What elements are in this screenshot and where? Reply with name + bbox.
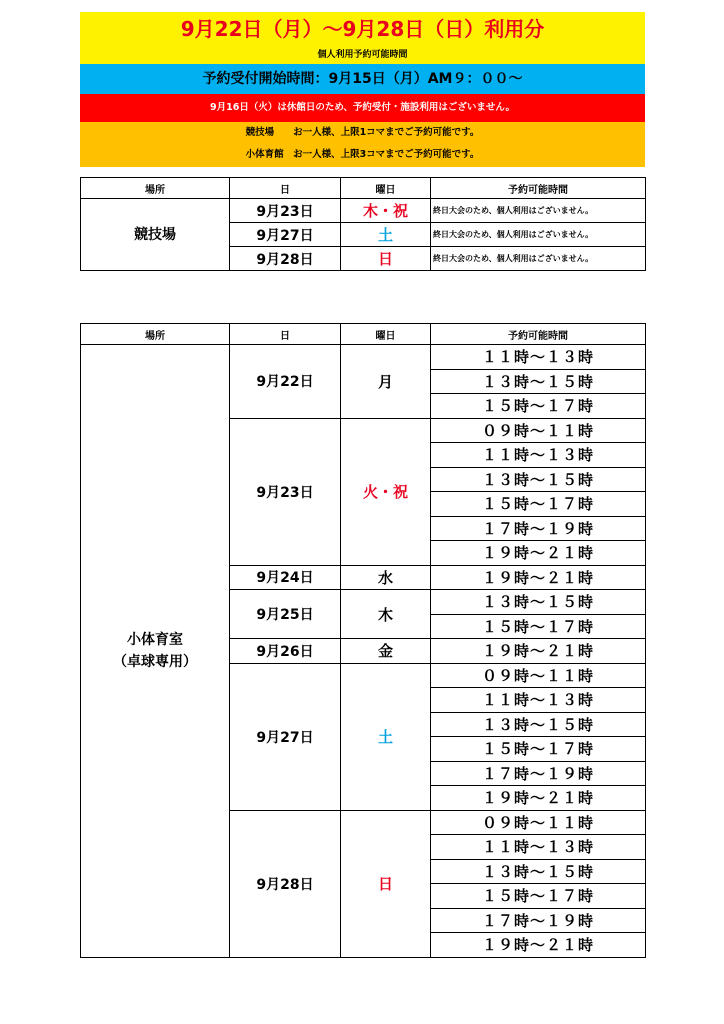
table-header-row — [81, 178, 646, 199]
weekday-cell: 月 — [341, 345, 431, 419]
note-cell: 終日大会のため、個人利用はございません。 — [431, 199, 646, 223]
stadium-limit-text: 競技場 お一人様、上限1コマまでご予約可能です。 — [245, 127, 480, 138]
gym-place-name: 小体育室 — [127, 631, 183, 648]
schedule-title: 9月22日（月）～9月28日（日）利用分 — [80, 12, 645, 46]
time-slot-cell: １９時～２１時 — [431, 541, 646, 566]
stadium-place-cell: 競技場 — [81, 199, 230, 271]
time-slot-cell: ０９時～１１時 — [431, 418, 646, 443]
date-cell: 9月23日 — [230, 199, 341, 223]
note-cell: 終日大会のため、個人利用はございません。 — [431, 247, 646, 271]
time-slot-cell: １９時～２１時 — [431, 639, 646, 664]
col-date-header: 日 — [230, 178, 341, 199]
date-cell: 9月28日 — [230, 810, 341, 957]
closed-day-notice: 9月16日（火）は休館日のため、予約受付・施設利用はございません。 — [80, 94, 645, 122]
time-slot-cell: １３時～１５時 — [431, 590, 646, 615]
col-times-header: 予約可能時間 — [431, 178, 646, 199]
time-slot-cell: １３時～１５時 — [431, 467, 646, 492]
reservation-limits — [80, 122, 645, 167]
time-slot-cell: １３時～１５時 — [431, 859, 646, 884]
time-slot-cell: １９時～２１時 — [431, 786, 646, 811]
time-slot-cell: １３時～１５時 — [431, 712, 646, 737]
schedule-subtitle: 個人利用予約可能時間 — [80, 46, 645, 64]
weekday-cell: 日 — [341, 247, 431, 271]
col-weekday-header: 曜日 — [341, 178, 431, 199]
date-cell: 9月22日 — [230, 345, 341, 419]
gym-place-note: （卓球専用） — [113, 653, 197, 670]
weekday-cell: 木・祝 — [341, 199, 431, 223]
date-cell: 9月27日 — [230, 663, 341, 810]
time-slot-cell: １９時～２１時 — [431, 565, 646, 590]
col-place-header: 場所 — [81, 178, 230, 199]
col-place-header: 場所 — [81, 324, 230, 345]
date-cell: 9月24日 — [230, 565, 341, 590]
time-slot-cell: １１時～１３時 — [431, 835, 646, 860]
date-cell: 9月28日 — [230, 247, 341, 271]
date-cell: 9月27日 — [230, 223, 341, 247]
time-slot-cell: ０９時～１１時 — [431, 810, 646, 835]
time-slot-cell: １１時～１３時 — [431, 443, 646, 468]
time-slot-cell: １５時～１７時 — [431, 492, 646, 517]
time-slot-cell: １７時～１９時 — [431, 516, 646, 541]
weekday-cell: 日 — [341, 810, 431, 957]
gym-schedule-table — [80, 323, 646, 958]
date-cell: 9月26日 — [230, 639, 341, 664]
table-header-row — [81, 324, 646, 345]
time-slot-cell: １３時～１５時 — [431, 369, 646, 394]
time-slot-cell: １１時～１３時 — [431, 345, 646, 370]
time-slot-cell: １５時～１７時 — [431, 884, 646, 909]
weekday-cell: 火・祝 — [341, 418, 431, 565]
gym-limit-text: 小体育館 お一人様、上限3コマまでご予約可能です。 — [245, 149, 480, 160]
note-cell: 終日大会のため、個人利用はございません。 — [431, 223, 646, 247]
weekday-cell: 土 — [341, 223, 431, 247]
time-slot-cell: １５時～１７時 — [431, 614, 646, 639]
date-cell: 9月25日 — [230, 590, 341, 639]
weekday-cell: 水 — [341, 565, 431, 590]
time-slot-cell: ０９時～１１時 — [431, 663, 646, 688]
gym-place-cell — [81, 345, 230, 958]
time-slot-cell: １５時～１７時 — [431, 394, 646, 419]
time-slot-cell: １７時～１９時 — [431, 908, 646, 933]
time-slot-cell: １５時～１７時 — [431, 737, 646, 762]
time-slot-cell: １７時～１９時 — [431, 761, 646, 786]
weekday-cell: 木 — [341, 590, 431, 639]
reservation-start-banner: 予約受付開始時間：9月15日（月）AM９：００～ — [80, 64, 645, 94]
date-cell: 9月23日 — [230, 418, 341, 565]
stadium-schedule-table — [80, 177, 646, 271]
table-row — [81, 345, 646, 370]
weekday-cell: 土 — [341, 663, 431, 810]
col-times-header: 予約可能時間 — [431, 324, 646, 345]
weekday-cell: 金 — [341, 639, 431, 664]
table-row — [81, 199, 646, 223]
time-slot-cell: １９時～２１時 — [431, 933, 646, 958]
col-date-header: 日 — [230, 324, 341, 345]
col-weekday-header: 曜日 — [341, 324, 431, 345]
time-slot-cell: １１時～１３時 — [431, 688, 646, 713]
